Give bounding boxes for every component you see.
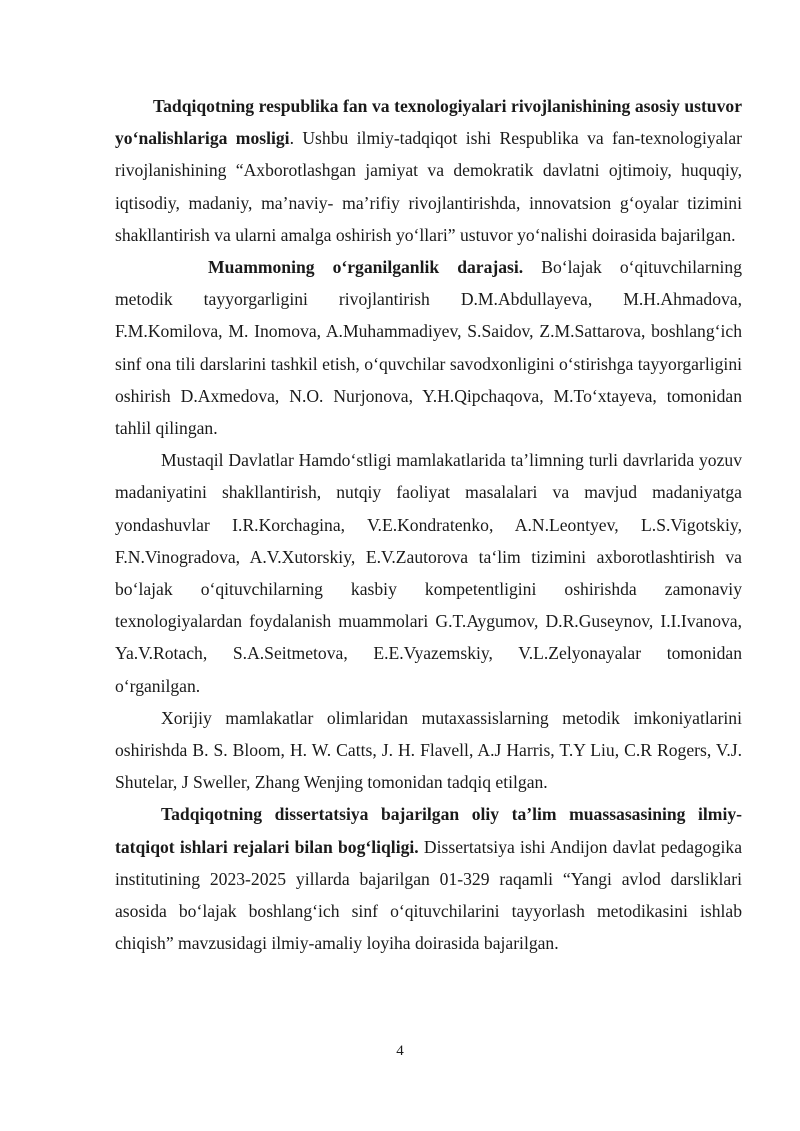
- paragraph-cis-researchers: [115, 444, 742, 702]
- paragraph-text-research-plan-link: Dissertatsiya ishi Andijon davlat pedagogika institutining 2023-2025 yillarda bajarilgan 01-329 raqamli “Yangi avlod darsliklari asosida bo‘lajak boshlang‘ich sinf o‘qituvchilarini tayyorlash metodikasini ishlab chiqish” mavzusidagi ilmiy-amaliy loyiha doirasida bajarilgan.: [115, 836, 743, 954]
- body-text: [115, 90, 742, 959]
- paragraph-priority-directions: [115, 90, 742, 251]
- paragraph-heading-problem-study-level: Muammoning o‘rganilganlik darajasi.: [208, 257, 524, 278]
- paragraph-text-foreign-researchers: Xorijiy mamlakatlar olimlaridan mutaxassislarning metodik imkoniyatlarini oshirishda B. S. Bloom, H. W. Catts, J. H. Flavell, A.J Harris, T.Y Liu, C.R Rogers, V.J. Shutelar, J Sweller, Zhang Wenjing tomonidan tadqiq etilgan.: [115, 707, 742, 793]
- paragraph-research-plan-link: [115, 798, 742, 959]
- paragraph-problem-study-level: [115, 251, 742, 444]
- page-number: 4: [396, 1043, 404, 1059]
- paragraph-heading-priority-directions: Tadqiqotning respublika fan va texnologiyalari rivojlanishining asosiy ustuvor yo‘nalishlariga mosligi: [115, 96, 742, 149]
- paragraph-text-priority-directions: . Ushbu ilmiy-tadqiqot ishi Respublika va fan-texnologiyalar rivojlanishining “Axborotlashgan jamiyat va demokratik davlatni ojtimoiy, huquqiy, iqtisodiy, madaniy, ma’naviy- ma’rifiy rivojlantirishda, innovatsion g‘oyalar tizimini shakllantirish va ularni amalga oshirish yo‘llari” ustuvor yo‘nalishi doirasida bajarilgan.: [115, 128, 742, 245]
- paragraph-text-problem-study-level: Bo‘lajak o‘qituvchilarning metodik tayyorgarligini rivojlantirish D.M.Abdullayeva, M.H.Ahmadova, F.M.Komilova, M. Inomova, A.Muhammadiyev, S.Saidov, Z.M.Sattarova, boshlang‘ich sinf ona tili darslarini tashkil etish, o‘quvchilar savodxonligini o‘stirishga tayyorgarligini oshirish D.Axmedova, N.O. Nurjonova, Y.H.Qipchaqova, M.To‘xtayeva, tomonidan tahlil qilingan.: [115, 257, 743, 439]
- paragraph-foreign-researchers: [115, 702, 742, 799]
- paragraph-heading-research-plan-link: Tadqiqotning dissertatsiya bajarilgan oliy ta’lim muassasasining ilmiy-tatqiqot ishlari rejalari bilan bog‘liqligi.: [115, 804, 742, 857]
- paragraph-text-cis-researchers: Mustaqil Davlatlar Hamdo‘stligi mamlakatlarida ta’limning turli davrlarida yozuv madaniyatini shakllantirish, nutqiy faoliyat masalalari va mavjud madaniyatga yondashuvlar I.R.Korchagina, V.E.Kondratenko, A.N.Leontyev, L.S.Vigotskiy, F.N.Vinogradova, A.V.Xutorskiy, E.V.Zautorova ta‘lim tizimini axborotlashtirish va bo‘lajak o‘qituvchilarning kasbiy kompetentligini oshirishda zamonaviy texnologiyalardan foydalanish muammolari G.T.Aygumov, D.R.Guseynov, I.I.Ivanova, Ya.V.Rotach, S.A.Seitmetova, E.E.Vyazemskiy, V.L.Zelyonayalar tomonidan o‘rganilgan.: [115, 450, 742, 696]
